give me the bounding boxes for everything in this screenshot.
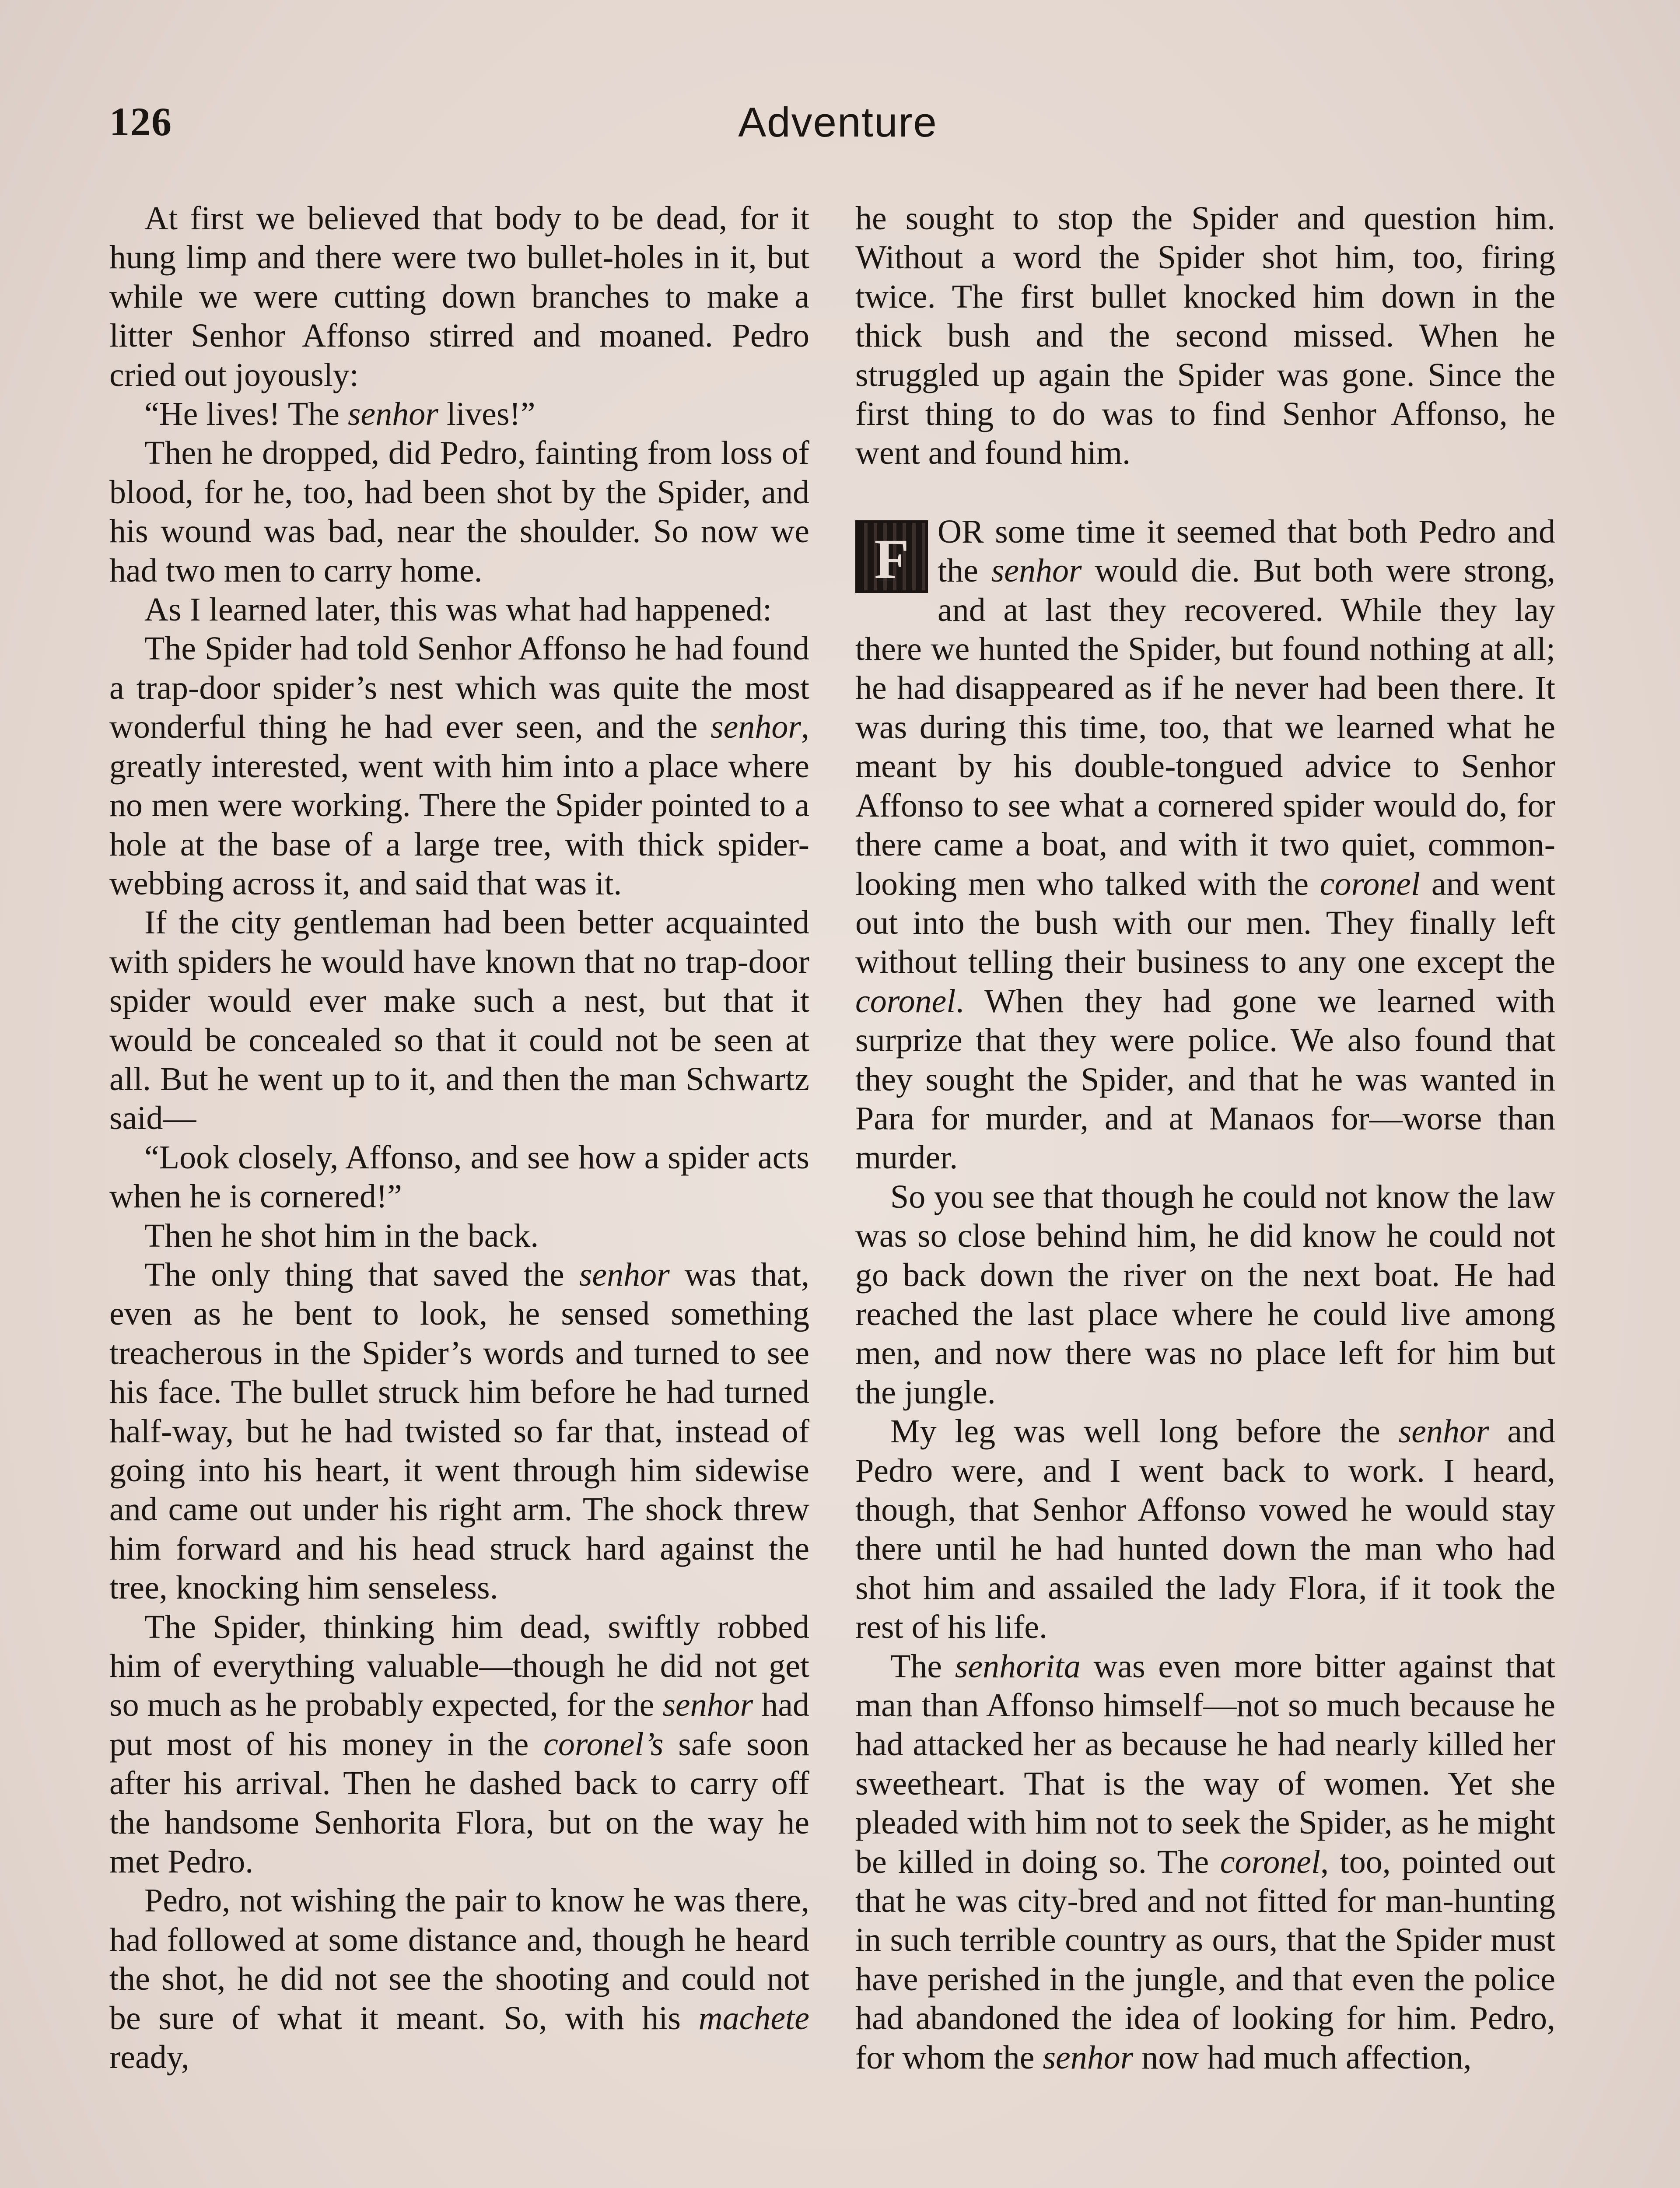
italic-run: senhor	[347, 396, 438, 433]
running-title: Adventure	[738, 99, 938, 146]
paragraph	[109, 395, 809, 434]
text-run: would die. But both were strong, and at last they recovered. While they lay there we hunted the Spider, but found nothing at all; he had disappeared as if he never had been there. It was during this time, too, that we learned what he meant by his double-tongued advice to Senhor Affonso to see what a cornered spider would do, for there came a boat, and with it two quiet, common-looking men who talked with the	[855, 552, 1555, 902]
italic-run: coronel’s	[543, 1725, 664, 1763]
drop-cap-initial	[855, 520, 928, 593]
text-run: lives!”	[438, 396, 536, 433]
text-run: safe soon after his arrival. Then he dashed back to carry off the handsome Senhorita Flora, but on the way he met Pedro.	[109, 1725, 809, 1880]
italic-run: senhor	[579, 1256, 670, 1293]
italic-run: coronel	[1320, 865, 1421, 902]
italic-run: senhor	[1398, 1413, 1489, 1450]
text-run: The	[890, 1648, 955, 1685]
page-header	[109, 98, 1566, 147]
text-run: ready,	[109, 2039, 189, 2076]
italic-run: senhor	[1043, 2039, 1134, 2076]
italic-run: senhor	[662, 1687, 753, 1724]
italic-run: senhorita	[955, 1648, 1081, 1685]
paragraph	[109, 1881, 809, 2077]
italic-run: coronel	[855, 982, 956, 1020]
text-run: and Pedro were, and I went back to work. I heard, though, that Senhor Affonso vowed he would stay there until he had hunted down the man who had shot him and assailed the lady Flora, if it took the rest of his life.	[855, 1413, 1555, 1646]
text-run: had put most of his money in the	[109, 1687, 809, 1763]
text-run: , greatly interested, went with him into a place where no men were working. There the Spider pointed to a hole at the base of a large tree, with thick spider-webbing across it, and said that was it.	[109, 708, 809, 902]
paragraph: Then he dropped, did Pedro, fainting from loss of blood, for he, too, had been shot by the Spider, and his wound was bad, near the shoulder. So now we had two men to carry home.	[109, 435, 809, 589]
text-run: Pedro, not wishing the pair to know he was there, had followed at some distance and, though he heard the shot, he did not see the shooting and could not be sure of what it meant. So, with his	[109, 1882, 809, 2037]
paragraph: “Look closely, Affonso, and see how a spider acts when he is cornered!”	[109, 1139, 809, 1215]
left-column	[109, 199, 809, 2077]
paragraph: If the city gentleman had been better acquainted with spiders he would have known that no trap-door spider would ever make such a nest, but that it would be concealed so that it could not be seen at all. But he went up to it, and then the man Schwartz said—	[109, 904, 809, 1137]
italic-run: machete	[698, 1999, 809, 2037]
italic-run: coronel	[1220, 1843, 1321, 1880]
italic-run: senhor	[710, 708, 801, 746]
text-run: . When they had gone we learned with surprize that they were police. We also found that they sought the Spider, and that he was wanted in Para for murder, and at Manaos for—worse than murder.	[855, 982, 1555, 1176]
text-run: , too, pointed out that he was city-bred and not fitted for man-hunting in such terrible country as ours, that the Spider must have perished in the jungle, and that even the police had abandoned the idea of looking for him. Pedro, for whom the	[855, 1843, 1555, 2076]
paragraph: As I learned later, this was what had happened:	[144, 591, 772, 628]
page-number: 126	[109, 99, 172, 144]
paragraph	[855, 1647, 1555, 2077]
text-run: My leg was well long before the	[890, 1413, 1399, 1450]
paragraph	[109, 1255, 809, 1608]
text-run: The Spider, thinking him dead, swiftly robbed him of everything valuable—though he did not get so much as he probably expected, for the	[109, 1608, 809, 1724]
paragraph	[109, 629, 809, 903]
paragraph: At first we believed that body to be dead, for it hung limp and there were two bullet-holes in it, but while we were cutting down branches to make a litter Senhor Affonso stirred and moaned. Pedro cried out joyously:	[109, 200, 809, 393]
text-run: OR some time it seemed that both Pedro and the	[938, 513, 1555, 589]
text-run: now had much affection,	[1133, 2039, 1472, 2076]
right-column	[855, 199, 1555, 2077]
text-run: was even more bitter against that man than Affonso himself—not so much because he had attacked her as because he had nearly killed her sweetheart. That is the way of women. Yet she pleaded with him not to seek the Spider, as he might be killed in doing so. The	[855, 1648, 1556, 1880]
paragraph	[855, 512, 1555, 1178]
paragraph: So you see that though he could not know the law was so close behind him, he did know he could not go back down the river on the next boat. He had reached the last place where he could live among men, and now there was no place left for him but the jungle.	[855, 1178, 1555, 1411]
text-run: “He lives! The	[144, 396, 348, 433]
text-run: and went out into the bush with our men. They finally left without telling their business to any one except the	[855, 865, 1555, 981]
italic-run: senhor	[991, 552, 1082, 589]
paragraph: Then he shot him in the back.	[144, 1217, 539, 1254]
text-run: The only thing that saved the	[144, 1256, 579, 1293]
paragraph: he sought to stop the Spider and question him. Without a word the Spider shot him, too, firing twice. The first bullet knocked him down in the thick bush and the second missed. When he struggled up again the Spider was gone. Since the first thing to do was to find Senhor Affonso, he went and found him.	[855, 200, 1555, 472]
paragraph	[109, 1608, 809, 1882]
paragraph	[855, 1412, 1555, 1647]
text-run: was that, even as he bent to look, he sensed something treacherous in the Spider’s words and turned to see his face. The bullet struck him before he had turned half-way, but he had twisted so far that, instead of going into his heart, it went through him sidewise and came out under his right arm. The shock threw him forward and his head struck hard against the tree, knocking him senseless.	[109, 1256, 810, 1606]
text-run: The Spider had told Senhor Affonso he had found a trap-door spider’s nest which was quite the most wonderful thing he had ever seen, and the	[109, 630, 809, 746]
drop-cap-letter: F	[874, 527, 909, 591]
